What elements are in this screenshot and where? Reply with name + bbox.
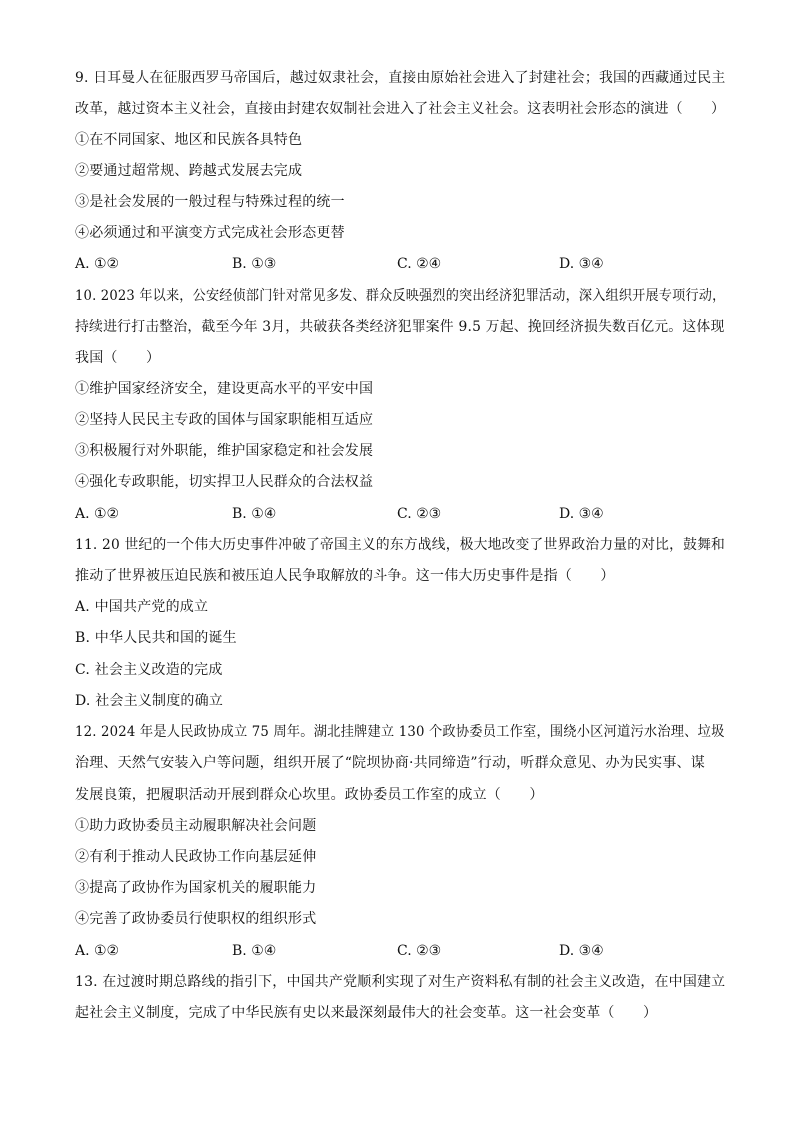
q11-choice-c: C. 社会主义改造的完成 xyxy=(75,662,223,678)
q9-option-d: D. ③④ xyxy=(559,256,604,272)
q12-stem-line-3: 发展良策，把履职活动开展到群众心坎里。政协委员工作室的成立（ ） xyxy=(75,787,544,803)
q12-statement-4: ④完善了政协委员行使职权的组织形式 xyxy=(75,911,317,927)
q9-statement-1: ①在不同国家、地区和民族各具特色 xyxy=(75,132,303,148)
q10-option-b: B. ①④ xyxy=(232,506,277,522)
q10-stem-line-2: 持续进行打击整治，截至今年 3月，共破获各类经济犯罪案件 9.5 万起、挽回经济损失数百亿元。这体现 xyxy=(75,319,725,335)
q10-statement-4: ④强化专政职能，切实捍卫人民群众的合法权益 xyxy=(75,474,374,490)
q9-option-b: B. ①③ xyxy=(232,256,277,272)
q10-option-a: A. ①② xyxy=(75,506,120,522)
q10-stem-line-3: 我国（ ） xyxy=(75,350,161,366)
q10-option-d: D. ③④ xyxy=(559,506,604,522)
q12-statement-3: ③提高了政协作为国家机关的履职能力 xyxy=(75,880,317,896)
q12-option-c: C. ②③ xyxy=(397,943,442,959)
q9-option-c: C. ②④ xyxy=(397,256,442,272)
q13-stem-line-1: 13. 在过渡时期总路线的指引下，中国共产党顺利实现了对生产资料私有制的社会主义改造，在中国建立 xyxy=(75,974,726,990)
q10-option-c: C. ②③ xyxy=(397,506,442,522)
q10-statement-3: ③积极履行对外职能，维护国家稳定和社会发展 xyxy=(75,443,374,459)
q9-statement-2: ②要通过超常规、跨越式发展去完成 xyxy=(75,163,303,179)
q9-stem-line-1: 9. 日耳曼人在征服西罗马帝国后，越过奴隶社会，直接由原始社会进入了封建社会；我国的西藏通过民主 xyxy=(75,70,726,86)
q9-option-a: A. ①② xyxy=(75,256,120,272)
q12-options xyxy=(75,942,725,960)
q13-stem-line-2: 起社会主义制度，完成了中华民族有史以来最深刻最伟大的社会变革。这一社会变革（ ） xyxy=(75,1005,658,1021)
q11-choice-d: D. 社会主义制度的确立 xyxy=(75,693,224,709)
q12-stem-line-2: 治理、天然气安装入户等问题，组织开展了“院坝协商·共同缔造”行动，听群众意见、办为民实事、谋 xyxy=(75,755,705,771)
q12-option-d: D. ③④ xyxy=(559,943,604,959)
q9-statement-3: ③是社会发展的一般过程与特殊过程的统一 xyxy=(75,194,345,210)
q12-option-b: B. ①④ xyxy=(232,943,277,959)
q11-choice-b: B. 中华人民共和国的诞生 xyxy=(75,630,237,646)
q11-stem-line-1: 11. 20 世纪的一个伟大历史事件冲破了帝国主义的东方战线，极大地改变了世界政治力量的对比，鼓舞和 xyxy=(75,537,726,553)
q11-choice-a: A. 中国共产党的成立 xyxy=(75,599,209,615)
q12-stem-line-1: 12. 2024 年是人民政协成立 75 周年。湖北挂牌建立 130 个政协委员工作室，围绕小区河道污水治理、垃圾 xyxy=(75,724,725,740)
q9-stem-line-2: 改革，越过资本主义社会，直接由封建农奴制社会进入了社会主义社会。这表明社会形态的演进（ ） xyxy=(75,101,726,117)
q10-statement-2: ②坚持人民民主专政的国体与国家职能相互适应 xyxy=(75,412,374,428)
q10-statement-1: ①维护国家经济安全，建设更高水平的平安中国 xyxy=(75,381,374,397)
q12-option-a: A. ①② xyxy=(75,943,120,959)
q12-statement-2: ②有利于推动人民政协工作向基层延伸 xyxy=(75,849,317,865)
q10-stem-line-1: 10. 2023 年以来，公安经侦部门针对常见多发、群众反映强烈的突出经济犯罪活动，深入组织开展专项行动， xyxy=(75,288,726,304)
q10-options xyxy=(75,505,725,523)
q9-options xyxy=(75,255,725,273)
q11-stem-line-2: 推动了世界被压迫民族和被压迫人民争取解放的斗争。这一伟大历史事件是指（ ） xyxy=(75,568,615,584)
q9-statement-4: ④必须通过和平演变方式完成社会形态更替 xyxy=(75,225,345,241)
q12-statement-1: ①助力政协委员主动履职解决社会问题 xyxy=(75,818,317,834)
